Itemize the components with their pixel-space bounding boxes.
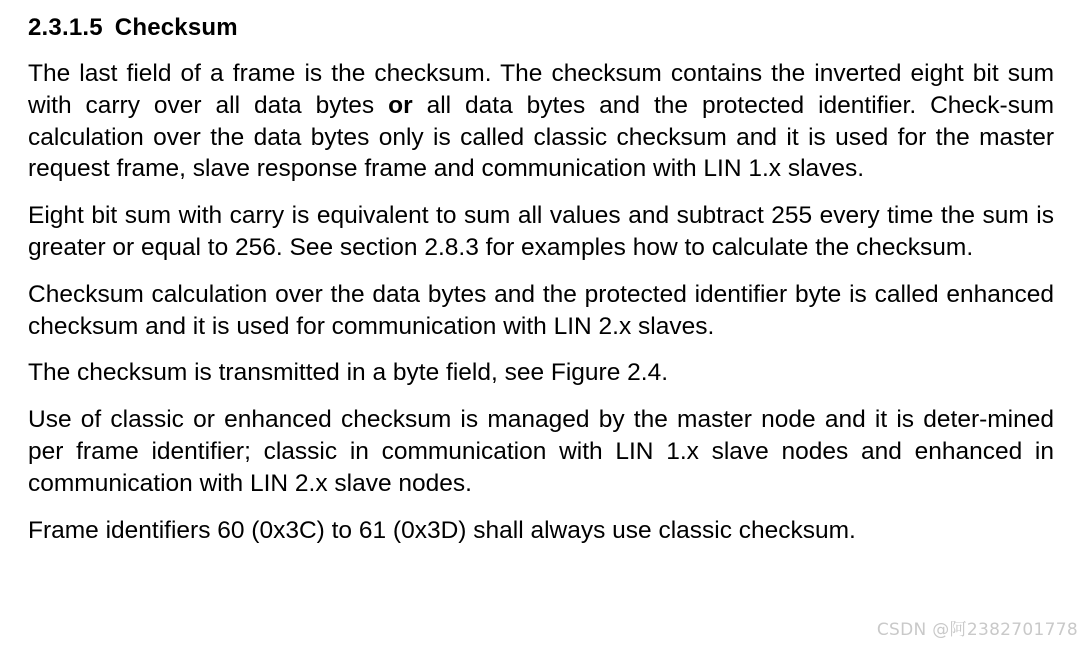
emphasis-or: or xyxy=(388,91,413,119)
section-title: Checksum xyxy=(114,14,238,41)
section-heading xyxy=(28,10,1054,46)
paragraph-checksum-definition xyxy=(28,58,1054,185)
watermark: CSDN @阿2382701778 xyxy=(876,620,1078,640)
paragraph-enhanced-checksum: Checksum calculation over the data bytes and the protected identifier byte is called enhanced checksum and it is used for communication with LIN 2.x slaves. xyxy=(28,280,1054,340)
paragraph-text: The last field of a frame is the checksum. The checksum contains the inverted eight bit sum with carry over all data bytes xyxy=(28,60,1054,119)
document-page xyxy=(28,10,1054,546)
paragraph-sum-with-carry: Eight bit sum with carry is equivalent to sum all values and subtract 255 every time the sum is greater or equal to 256. See section 2.8.3 for examples how to calculate the checksum. xyxy=(28,202,1054,261)
paragraph-frame-identifiers: Frame identifiers 60 (0x3C) to 61 (0x3D) shall always use classic checksum. xyxy=(28,516,856,544)
paragraph-master-node: Use of classic or enhanced checksum is managed by the master node and it is deter-mined per frame identifier; classic in communication with LIN 1.x slave nodes and enhanced in communication with LIN 2.x slave nodes. xyxy=(28,406,1054,497)
paragraph-byte-field: The checksum is transmitted in a byte field, see Figure 2.4. xyxy=(28,359,669,387)
section-number: 2.3.1.5 xyxy=(28,14,103,41)
paragraph-text: all data bytes and the protected identifier. Check-sum calculation over the data bytes only is called classic checksum and it is used for the master request frame, slave response frame and communication with LIN 1.x slaves. xyxy=(28,91,1054,183)
